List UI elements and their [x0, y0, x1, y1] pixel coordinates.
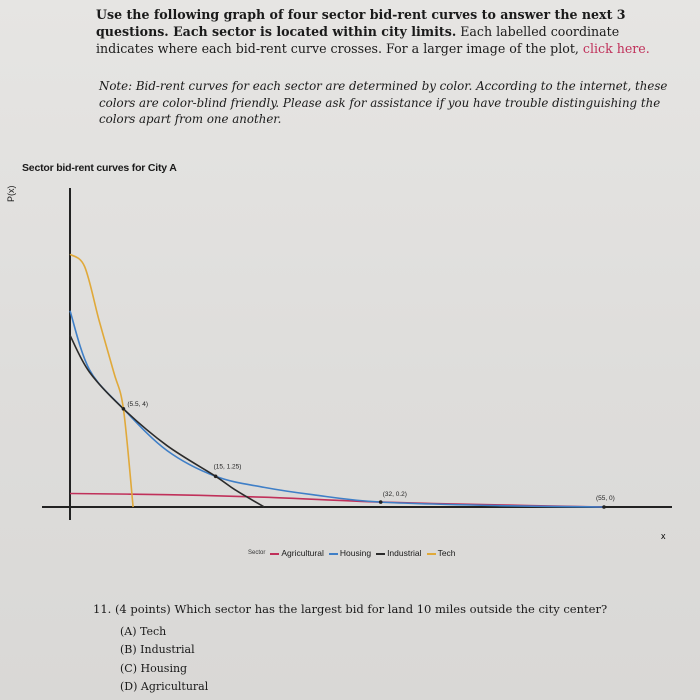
x-axis-label: x: [661, 531, 666, 541]
note-paragraph: Note: Bid-rent curves for each sector are determined by color. According to the internet, these colors are color-blind friendly. Please ask for assistance if you have trouble distinguishing the colors apart from one another.: [99, 79, 668, 126]
intersection-point: [379, 500, 383, 504]
option-b[interactable]: (B) Industrial: [120, 643, 195, 657]
series-layer: [70, 254, 604, 507]
series-line-tech: [70, 254, 133, 507]
option-d[interactable]: (D) Agricultural: [120, 680, 209, 694]
legend-item-housing: [329, 548, 371, 558]
legend-label-tech: Tech: [437, 548, 456, 558]
legend-label-agricultural: Agricultural: [281, 548, 324, 558]
points-layer: [122, 401, 615, 509]
series-line-housing: [70, 311, 604, 507]
legend-item-agricultural: [270, 548, 324, 558]
point-label: (15, 1.25): [213, 463, 242, 471]
larger-image-link[interactable]: click here.: [582, 41, 650, 56]
answer-options: [120, 623, 208, 697]
chart-legend: [248, 548, 456, 558]
legend-swatch-industrial: [376, 553, 385, 555]
intro-rest-text: Each labelled coordinate indicates where each bid-rent curve crosses. For a larger image of the plot,: [96, 24, 620, 56]
legend-item-tech: [427, 548, 456, 558]
point-label: (32, 0.2): [382, 491, 407, 499]
intersection-point: [122, 407, 126, 411]
legend-swatch-housing: [329, 553, 338, 555]
legend-label-housing: Housing: [339, 548, 372, 558]
legend-title: Sector: [248, 550, 266, 556]
point-label: (55, 0): [596, 495, 615, 502]
y-axis-label: P(x): [6, 185, 16, 202]
legend-swatch-tech: [427, 553, 436, 555]
option-a[interactable]: (A) Tech: [120, 625, 167, 638]
legend-item-industrial: [376, 548, 422, 558]
intersection-point: [214, 475, 218, 479]
legend-swatch-agricultural: [270, 553, 279, 555]
series-line-agricultural: [70, 494, 604, 508]
question-text: 11. (4 points) Which sector has the largest bid for land 10 miles outside the city center?: [93, 602, 608, 616]
legend-label-industrial: Industrial: [387, 548, 422, 558]
intersection-point: [602, 505, 606, 509]
chart-title: Sector bid-rent curves for City A: [22, 162, 177, 174]
option-c[interactable]: (C) Housing: [120, 661, 188, 675]
point-label: (5.5, 4): [127, 400, 148, 408]
intro-bold-text: Use the following graph of four sector bid-rent curves to answer the next 3 questions. Each sector is located within city limits.: [96, 7, 626, 39]
